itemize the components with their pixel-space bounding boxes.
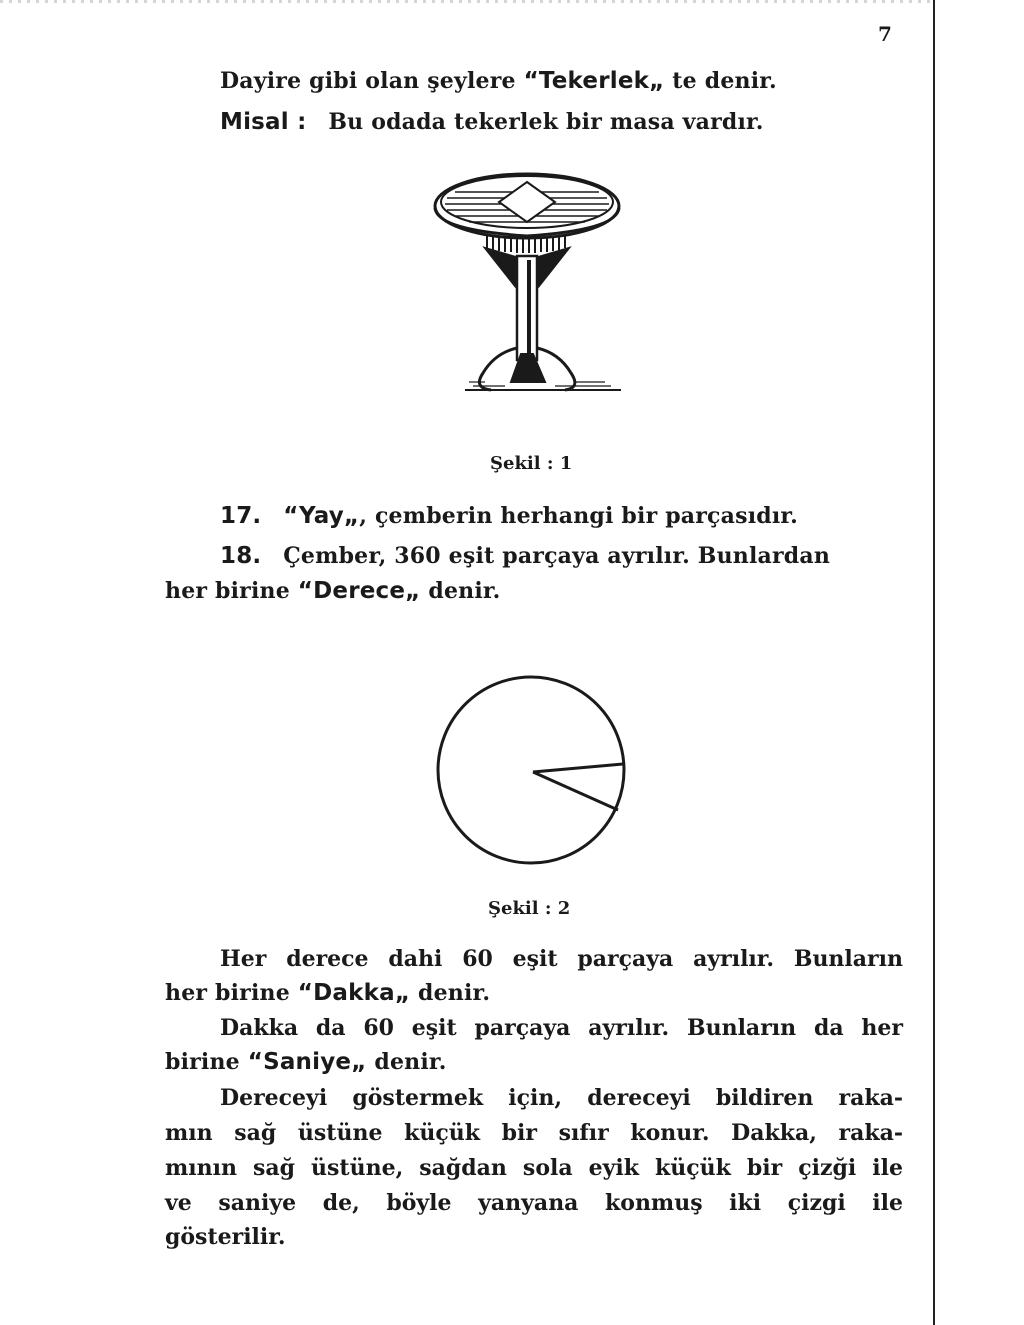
notation-line-4: ve saniye de, böyle yanyana konmuş iki çizgi ile	[165, 1190, 903, 1216]
misal-label: Misal :	[220, 109, 307, 135]
circle-with-sector	[432, 672, 632, 872]
notation-line-1: Dereceyi göstermek için, dereceyi bildiren raka-	[220, 1085, 903, 1111]
item-18-line-1	[220, 543, 830, 569]
misal-text: Bu odada tekerlek bir masa vardır.	[328, 109, 764, 135]
saniye-text-end: denir.	[366, 1049, 447, 1075]
item-18-text-end: denir.	[420, 578, 501, 604]
dakka-line-2	[165, 980, 490, 1006]
saniye-line-1: Dakka da 60 eşit parçaya ayrılır. Bunların da her	[220, 1015, 903, 1041]
yay-term: “Yay„	[283, 503, 360, 529]
derece-term: “Derece„	[297, 578, 421, 604]
page-number: 7	[878, 22, 892, 46]
notation-line-5: gösterilir.	[165, 1224, 286, 1250]
item-18-line-2	[165, 578, 501, 604]
saniye-term: “Saniye„	[247, 1049, 367, 1075]
dakka-text-end: denir.	[410, 980, 491, 1006]
saniye-line-2	[165, 1049, 447, 1075]
tekerlek-term: “Tekerlek„	[523, 68, 665, 94]
saniye-text: birine	[165, 1049, 248, 1075]
round-table-illustration	[425, 168, 635, 398]
figure-1-caption: Şekil : 1	[490, 453, 573, 474]
item-17	[220, 503, 798, 529]
item-17-number: 17.	[220, 503, 262, 529]
dakka-term: “Dakka„	[297, 980, 411, 1006]
dakka-line-1: Her derece dahi 60 eşit parçaya ayrılır. Bunların	[220, 946, 903, 972]
item-18-number: 18.	[220, 543, 262, 569]
notation-line-2: mın sağ üstüne küçük bir sıfır konur. Dakka, raka-	[165, 1120, 903, 1146]
dakka-text: her birine	[165, 980, 298, 1006]
tekerlek-text: Dayire gibi olan şeylere	[220, 68, 524, 94]
item-17-text: , çemberin herhangi bir parçasıdır.	[359, 503, 799, 529]
item-18-text: Çember, 360 eşit parçaya ayrılır. Bunlardan	[283, 543, 831, 569]
notation-line-3: mının sağ üstüne, sağdan sola eyik küçük bir çizği ile	[165, 1155, 903, 1181]
scan-top-edge	[0, 0, 930, 3]
figure-2-caption: Şekil : 2	[488, 898, 571, 919]
page-right-edge	[933, 0, 935, 1325]
tekerlek-line	[220, 68, 777, 94]
misal-line	[220, 109, 764, 135]
tekerlek-text-end: te denir.	[664, 68, 777, 94]
item-18-text-2: her birine	[165, 578, 298, 604]
